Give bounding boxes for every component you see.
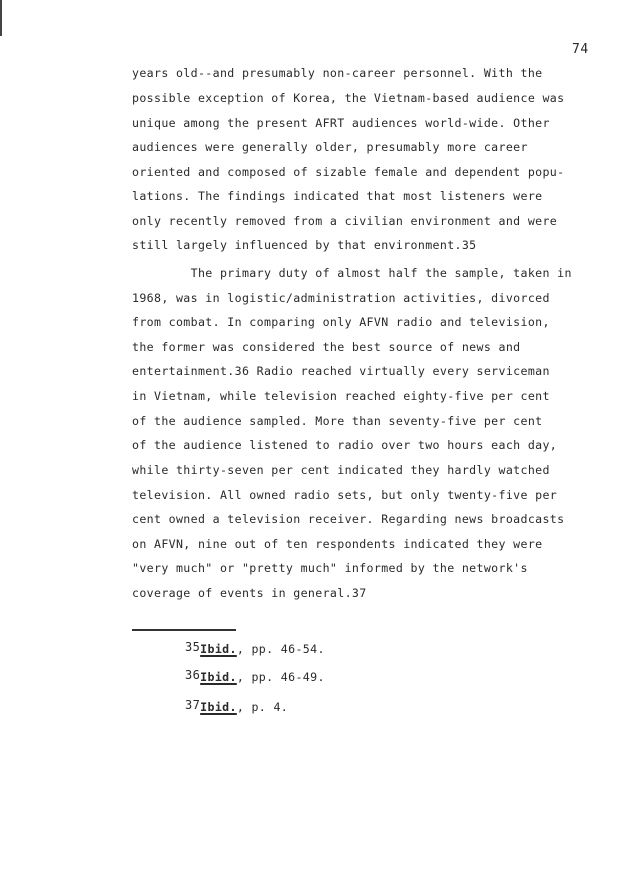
body-line: years old--and presumably non-career personnel. With the (132, 66, 543, 80)
footnote (185, 670, 325, 684)
footnote-number: 37 (185, 698, 201, 712)
footnote-pages: , p. 4. (236, 700, 289, 714)
footnote-pages: , pp. 46-54. (236, 642, 325, 656)
footnote-source: Ibid. (200, 700, 237, 714)
footnote-source: Ibid. (200, 670, 237, 684)
body-line: entertainment.36 Radio reached virtually every serviceman (132, 364, 550, 378)
body-line: cent owned a television receiver. Regarding news broadcasts (132, 512, 565, 526)
body-line: while thirty-seven per cent indicated they hardly watched (132, 463, 550, 477)
body-line: coverage of events in general.37 (132, 586, 367, 600)
body-line: of the audience sampled. More than seventy-five per cent (132, 414, 543, 428)
body-line: audiences were generally older, presumably more career (132, 140, 528, 154)
body-line: of the audience listened to radio over two hours each day, (132, 438, 558, 452)
body-line: the former was considered the best source of news and (132, 340, 521, 354)
body-line: lations. The findings indicated that most listeners were (132, 189, 543, 203)
body-line: television. All owned radio sets, but only twenty-five per (132, 488, 558, 502)
body-line: "very much" or "pretty much" informed by the network's (132, 561, 528, 575)
footnote-pages: , pp. 46-49. (236, 670, 325, 684)
body-line: on AFVN, nine out of ten respondents indicated they were (132, 537, 543, 551)
body-line: The primary duty of almost half the sample, taken in (132, 266, 572, 280)
footnote-number: 35 (185, 640, 201, 654)
footnote (185, 642, 325, 656)
footnote-separator (132, 629, 236, 631)
page-number: 74 (572, 42, 589, 57)
footnote-number: 36 (185, 668, 201, 682)
body-line: only recently removed from a civilian environment and were (132, 214, 558, 228)
body-line: from combat. In comparing only AFVN radio and television, (132, 315, 550, 329)
footnote-source: Ibid. (200, 642, 237, 656)
body-line: unique among the present AFRT audiences world-wide. Other (132, 116, 550, 130)
body-line: still largely influenced by that environment.35 (132, 238, 477, 252)
footnote (185, 700, 288, 714)
body-line: oriented and composed of sizable female and dependent popu- (132, 165, 565, 179)
body-line: 1968, was in logistic/administration activities, divorced (132, 291, 550, 305)
scan-edge-mark (0, 0, 2, 36)
body-line: in Vietnam, while television reached eighty-five per cent (132, 389, 550, 403)
body-line: possible exception of Korea, the Vietnam-based audience was (132, 91, 565, 105)
